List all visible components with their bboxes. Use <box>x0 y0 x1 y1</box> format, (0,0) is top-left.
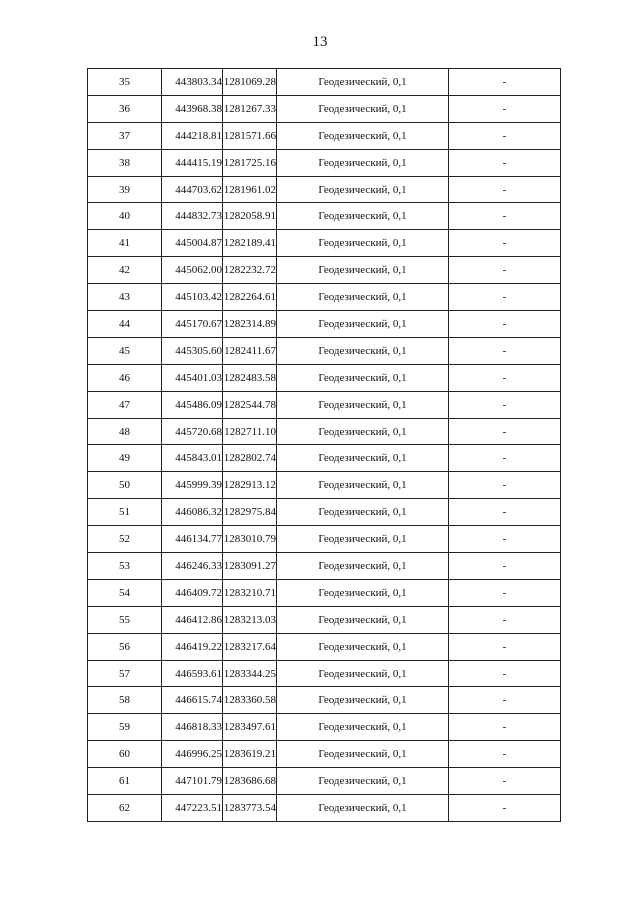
note-cell: - <box>449 768 561 795</box>
point-number-cell: 55 <box>88 606 162 633</box>
y-coordinate-cell: 1283344.25 <box>223 660 277 687</box>
x-coordinate-cell: 446246.33 <box>162 553 223 580</box>
note-cell: - <box>449 526 561 553</box>
note-cell: - <box>449 337 561 364</box>
x-coordinate-cell: 445062.00 <box>162 257 223 284</box>
note-cell: - <box>449 311 561 338</box>
method-accuracy-cell: Геодезический, 0,1 <box>277 660 449 687</box>
point-number-cell: 41 <box>88 230 162 257</box>
point-number-cell: 42 <box>88 257 162 284</box>
x-coordinate-cell: 445170.67 <box>162 311 223 338</box>
table-row <box>88 633 561 660</box>
note-cell: - <box>449 633 561 660</box>
x-coordinate-cell: 444218.81 <box>162 122 223 149</box>
table-row <box>88 714 561 741</box>
note-cell: - <box>449 741 561 768</box>
point-number-cell: 61 <box>88 768 162 795</box>
x-coordinate-cell: 443968.38 <box>162 95 223 122</box>
method-accuracy-cell: Геодезический, 0,1 <box>277 176 449 203</box>
method-accuracy-cell: Геодезический, 0,1 <box>277 230 449 257</box>
method-accuracy-cell: Геодезический, 0,1 <box>277 203 449 230</box>
y-coordinate-cell: 1283217.64 <box>223 633 277 660</box>
x-coordinate-cell: 447101.79 <box>162 768 223 795</box>
x-coordinate-cell: 446409.72 <box>162 579 223 606</box>
y-coordinate-cell: 1282544.78 <box>223 391 277 418</box>
x-coordinate-cell: 445843.01 <box>162 445 223 472</box>
table-row <box>88 687 561 714</box>
table-row <box>88 230 561 257</box>
point-number-cell: 58 <box>88 687 162 714</box>
point-number-cell: 44 <box>88 311 162 338</box>
note-cell: - <box>449 284 561 311</box>
method-accuracy-cell: Геодезический, 0,1 <box>277 69 449 96</box>
x-coordinate-cell: 446086.32 <box>162 499 223 526</box>
point-number-cell: 36 <box>88 95 162 122</box>
method-accuracy-cell: Геодезический, 0,1 <box>277 768 449 795</box>
note-cell: - <box>449 149 561 176</box>
table-row <box>88 149 561 176</box>
point-number-cell: 49 <box>88 445 162 472</box>
y-coordinate-cell: 1283213.03 <box>223 606 277 633</box>
y-coordinate-cell: 1281571.66 <box>223 122 277 149</box>
point-number-cell: 57 <box>88 660 162 687</box>
method-accuracy-cell: Геодезический, 0,1 <box>277 418 449 445</box>
point-number-cell: 37 <box>88 122 162 149</box>
x-coordinate-cell: 446134.77 <box>162 526 223 553</box>
note-cell: - <box>449 445 561 472</box>
point-number-cell: 50 <box>88 472 162 499</box>
method-accuracy-cell: Геодезический, 0,1 <box>277 579 449 606</box>
y-coordinate-cell: 1282913.12 <box>223 472 277 499</box>
table-row <box>88 579 561 606</box>
table-row <box>88 203 561 230</box>
method-accuracy-cell: Геодезический, 0,1 <box>277 149 449 176</box>
note-cell: - <box>449 795 561 822</box>
x-coordinate-cell: 445305.60 <box>162 337 223 364</box>
point-number-cell: 43 <box>88 284 162 311</box>
point-number-cell: 53 <box>88 553 162 580</box>
method-accuracy-cell: Геодезический, 0,1 <box>277 364 449 391</box>
note-cell: - <box>449 203 561 230</box>
table-row <box>88 795 561 822</box>
y-coordinate-cell: 1281069.28 <box>223 69 277 96</box>
point-number-cell: 35 <box>88 69 162 96</box>
table-row <box>88 391 561 418</box>
table-row <box>88 606 561 633</box>
x-coordinate-cell: 445720.68 <box>162 418 223 445</box>
note-cell: - <box>449 714 561 741</box>
point-number-cell: 60 <box>88 741 162 768</box>
y-coordinate-cell: 1283210.71 <box>223 579 277 606</box>
x-coordinate-cell: 445004.87 <box>162 230 223 257</box>
note-cell: - <box>449 364 561 391</box>
y-coordinate-cell: 1283091.27 <box>223 553 277 580</box>
coordinates-table-body <box>88 69 561 822</box>
point-number-cell: 38 <box>88 149 162 176</box>
y-coordinate-cell: 1283010.79 <box>223 526 277 553</box>
x-coordinate-cell: 447223.51 <box>162 795 223 822</box>
note-cell: - <box>449 69 561 96</box>
y-coordinate-cell: 1283773.54 <box>223 795 277 822</box>
y-coordinate-cell: 1282232.72 <box>223 257 277 284</box>
x-coordinate-cell: 446593.61 <box>162 660 223 687</box>
y-coordinate-cell: 1282058.91 <box>223 203 277 230</box>
table-row <box>88 660 561 687</box>
note-cell: - <box>449 606 561 633</box>
y-coordinate-cell: 1282411.67 <box>223 337 277 364</box>
x-coordinate-cell: 445103.42 <box>162 284 223 311</box>
method-accuracy-cell: Геодезический, 0,1 <box>277 472 449 499</box>
x-coordinate-cell: 446615.74 <box>162 687 223 714</box>
x-coordinate-cell: 445401.03 <box>162 364 223 391</box>
y-coordinate-cell: 1282975.84 <box>223 499 277 526</box>
method-accuracy-cell: Геодезический, 0,1 <box>277 391 449 418</box>
note-cell: - <box>449 579 561 606</box>
table-row <box>88 122 561 149</box>
x-coordinate-cell: 444703.62 <box>162 176 223 203</box>
table-row <box>88 95 561 122</box>
method-accuracy-cell: Геодезический, 0,1 <box>277 795 449 822</box>
table-row <box>88 499 561 526</box>
method-accuracy-cell: Геодезический, 0,1 <box>277 526 449 553</box>
x-coordinate-cell: 445486.09 <box>162 391 223 418</box>
note-cell: - <box>449 95 561 122</box>
note-cell: - <box>449 230 561 257</box>
method-accuracy-cell: Геодезический, 0,1 <box>277 714 449 741</box>
x-coordinate-cell: 443803.34 <box>162 69 223 96</box>
note-cell: - <box>449 418 561 445</box>
table-row <box>88 311 561 338</box>
y-coordinate-cell: 1281725.16 <box>223 149 277 176</box>
note-cell: - <box>449 122 561 149</box>
method-accuracy-cell: Геодезический, 0,1 <box>277 311 449 338</box>
x-coordinate-cell: 446818.33 <box>162 714 223 741</box>
point-number-cell: 39 <box>88 176 162 203</box>
table-row <box>88 337 561 364</box>
coordinates-table <box>87 68 561 822</box>
y-coordinate-cell: 1282802.74 <box>223 445 277 472</box>
method-accuracy-cell: Геодезический, 0,1 <box>277 95 449 122</box>
point-number-cell: 51 <box>88 499 162 526</box>
note-cell: - <box>449 391 561 418</box>
table-row <box>88 472 561 499</box>
y-coordinate-cell: 1282189.41 <box>223 230 277 257</box>
point-number-cell: 45 <box>88 337 162 364</box>
method-accuracy-cell: Геодезический, 0,1 <box>277 687 449 714</box>
point-number-cell: 52 <box>88 526 162 553</box>
table-row <box>88 176 561 203</box>
table-row <box>88 257 561 284</box>
note-cell: - <box>449 176 561 203</box>
table-row <box>88 768 561 795</box>
point-number-cell: 47 <box>88 391 162 418</box>
y-coordinate-cell: 1281961.02 <box>223 176 277 203</box>
note-cell: - <box>449 257 561 284</box>
page-number: 13 <box>312 34 328 50</box>
method-accuracy-cell: Геодезический, 0,1 <box>277 445 449 472</box>
table-row <box>88 364 561 391</box>
point-number-cell: 56 <box>88 633 162 660</box>
y-coordinate-cell: 1281267.33 <box>223 95 277 122</box>
y-coordinate-cell: 1282314.89 <box>223 311 277 338</box>
method-accuracy-cell: Геодезический, 0,1 <box>277 284 449 311</box>
y-coordinate-cell: 1283686.68 <box>223 768 277 795</box>
table-row <box>88 69 561 96</box>
point-number-cell: 40 <box>88 203 162 230</box>
method-accuracy-cell: Геодезический, 0,1 <box>277 741 449 768</box>
note-cell: - <box>449 687 561 714</box>
note-cell: - <box>449 472 561 499</box>
y-coordinate-cell: 1283360.58 <box>223 687 277 714</box>
note-cell: - <box>449 499 561 526</box>
x-coordinate-cell: 444415.19 <box>162 149 223 176</box>
point-number-cell: 62 <box>88 795 162 822</box>
table-row <box>88 741 561 768</box>
y-coordinate-cell: 1282711.10 <box>223 418 277 445</box>
x-coordinate-cell: 446996.25 <box>162 741 223 768</box>
x-coordinate-cell: 446419.22 <box>162 633 223 660</box>
method-accuracy-cell: Геодезический, 0,1 <box>277 122 449 149</box>
method-accuracy-cell: Геодезический, 0,1 <box>277 553 449 580</box>
note-cell: - <box>449 660 561 687</box>
table-row <box>88 418 561 445</box>
point-number-cell: 59 <box>88 714 162 741</box>
y-coordinate-cell: 1283497.61 <box>223 714 277 741</box>
method-accuracy-cell: Геодезический, 0,1 <box>277 606 449 633</box>
y-coordinate-cell: 1282264.61 <box>223 284 277 311</box>
point-number-cell: 54 <box>88 579 162 606</box>
method-accuracy-cell: Геодезический, 0,1 <box>277 337 449 364</box>
method-accuracy-cell: Геодезический, 0,1 <box>277 633 449 660</box>
method-accuracy-cell: Геодезический, 0,1 <box>277 499 449 526</box>
table-row <box>88 526 561 553</box>
note-cell: - <box>449 553 561 580</box>
table-row <box>88 553 561 580</box>
y-coordinate-cell: 1283619.21 <box>223 741 277 768</box>
point-number-cell: 48 <box>88 418 162 445</box>
method-accuracy-cell: Геодезический, 0,1 <box>277 257 449 284</box>
x-coordinate-cell: 444832.73 <box>162 203 223 230</box>
y-coordinate-cell: 1282483.58 <box>223 364 277 391</box>
table-row <box>88 284 561 311</box>
x-coordinate-cell: 445999.39 <box>162 472 223 499</box>
point-number-cell: 46 <box>88 364 162 391</box>
table-row <box>88 445 561 472</box>
x-coordinate-cell: 446412.86 <box>162 606 223 633</box>
